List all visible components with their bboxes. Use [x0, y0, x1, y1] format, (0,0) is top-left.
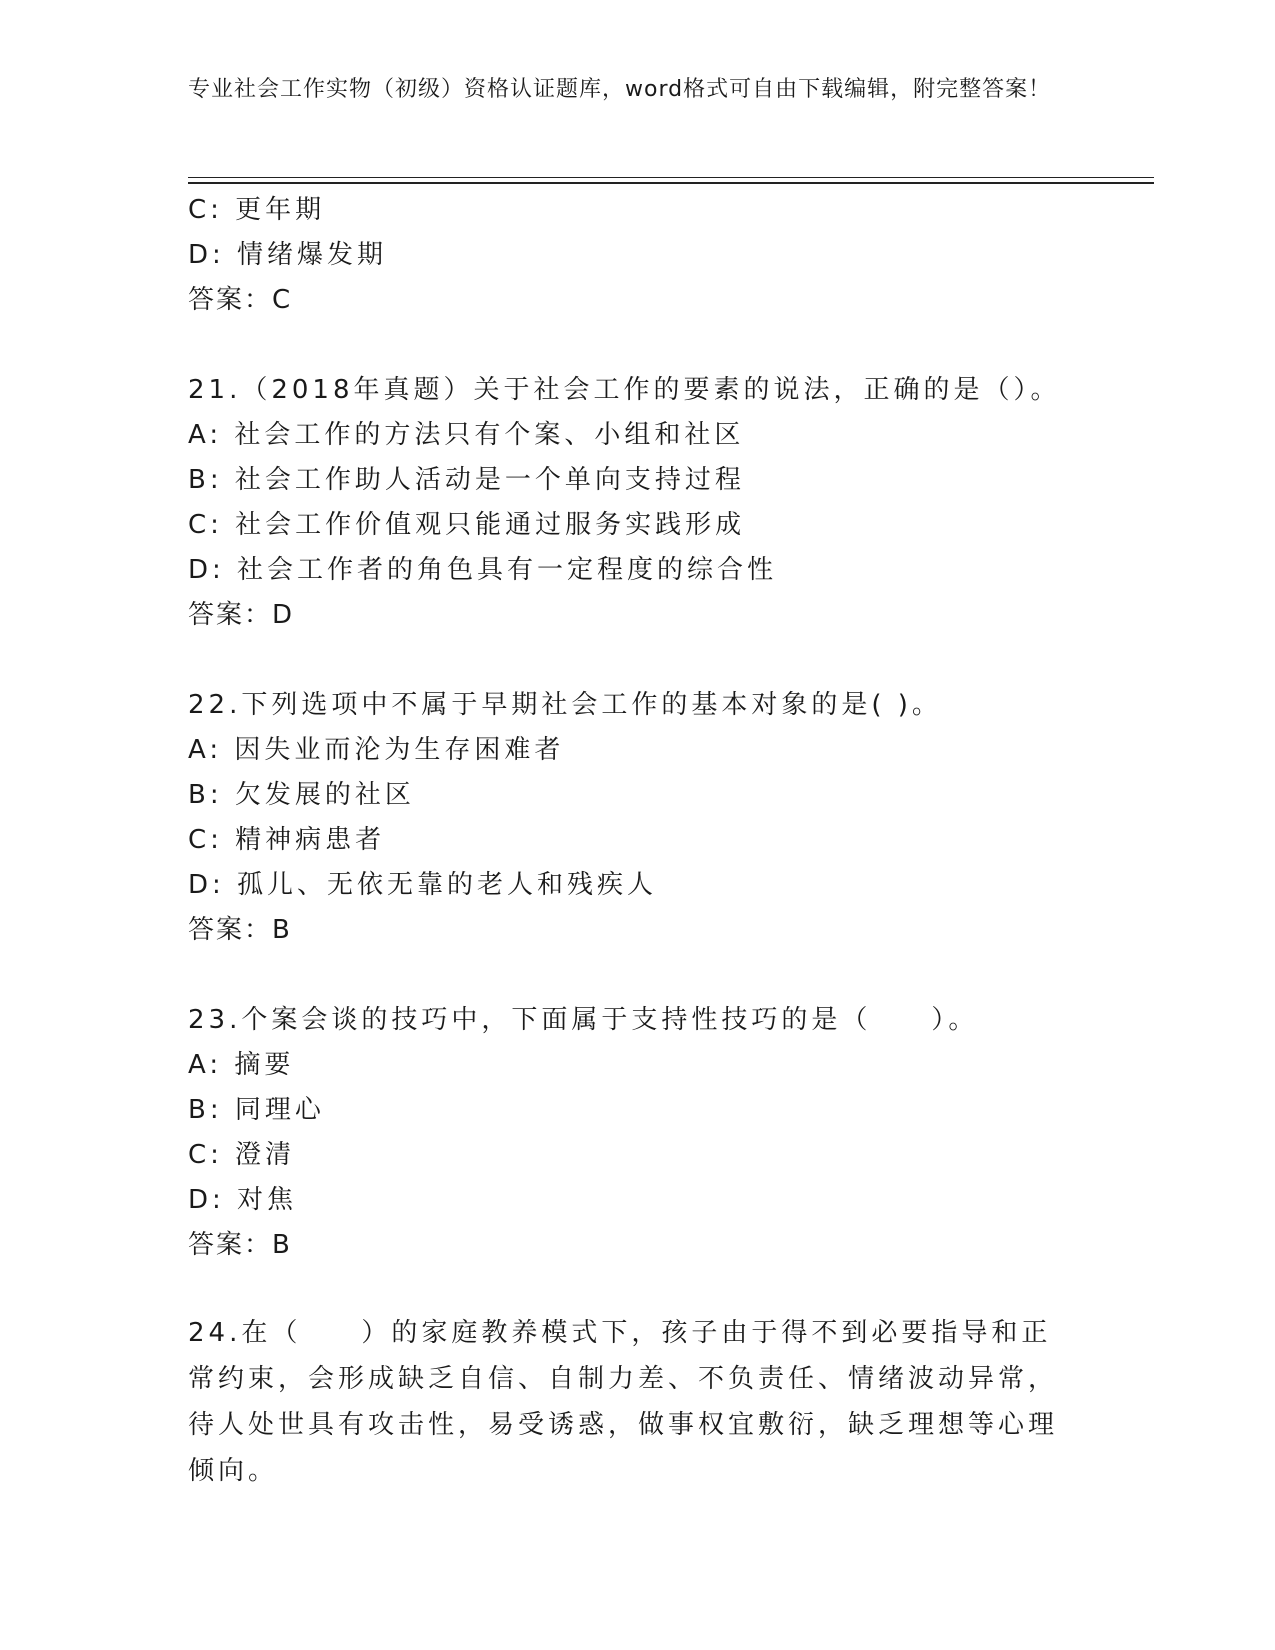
header-divider-thick [188, 182, 1154, 184]
q23-stem: 23.个案会谈的技巧中，下面属于支持性技巧的是（ ）。 [188, 1005, 979, 1035]
q21-answer: 答案：D [188, 600, 295, 630]
q20-answer: 答案：C [188, 285, 293, 315]
q20-option-d: D: 情绪爆发期 [188, 240, 388, 270]
q21-option-d: D: 社会工作者的角色具有一定程度的综合性 [188, 555, 778, 585]
q24-stem: 24.在（ ）的家庭教养模式下，孩子由于得不到必要指导和正常约束，会形成缺乏自信、自制力差、不负责任、情绪波动异常，待人处世具有攻击性，易受诱惑，做事权宜敷衍，缺乏理想等心理倾向。 [188, 1318, 1059, 1486]
q22-option-c: C: 精神病患者 [188, 825, 386, 855]
q21-option-c: C: 社会工作价值观只能通过服务实践形成 [188, 510, 746, 540]
q22-option-a: A: 因失业而沦为生存困难者 [188, 735, 565, 765]
q23-option-b: B: 同理心 [188, 1095, 325, 1125]
q22-answer: 答案：B [188, 915, 292, 945]
header-divider-thin [188, 177, 1154, 178]
q23-option-a: A: 摘要 [188, 1050, 295, 1080]
q21-option-b: B: 社会工作助人活动是一个单向支持过程 [188, 465, 745, 495]
q21-stem: 21.（2018年真题）关于社会工作的要素的说法，正确的是（）。 [188, 375, 1061, 405]
q22-stem: 22.下列选项中不属于早期社会工作的基本对象的是( )。 [188, 690, 942, 720]
document-header: 专业社会工作实物（初级）资格认证题库，word格式可自由下载编辑，附完整答案！ [188, 77, 1052, 102]
q21-option-a: A: 社会工作的方法只有个案、小组和社区 [188, 420, 745, 450]
q22-option-b: B: 欠发展的社区 [188, 780, 415, 810]
q23-option-c: C: 澄清 [188, 1140, 296, 1170]
q22-option-d: D: 孤儿、无依无靠的老人和残疾人 [188, 870, 658, 900]
q20-option-c: C: 更年期 [188, 195, 326, 225]
q23-option-d: D: 对焦 [188, 1185, 298, 1215]
q23-answer: 答案：B [188, 1230, 292, 1260]
